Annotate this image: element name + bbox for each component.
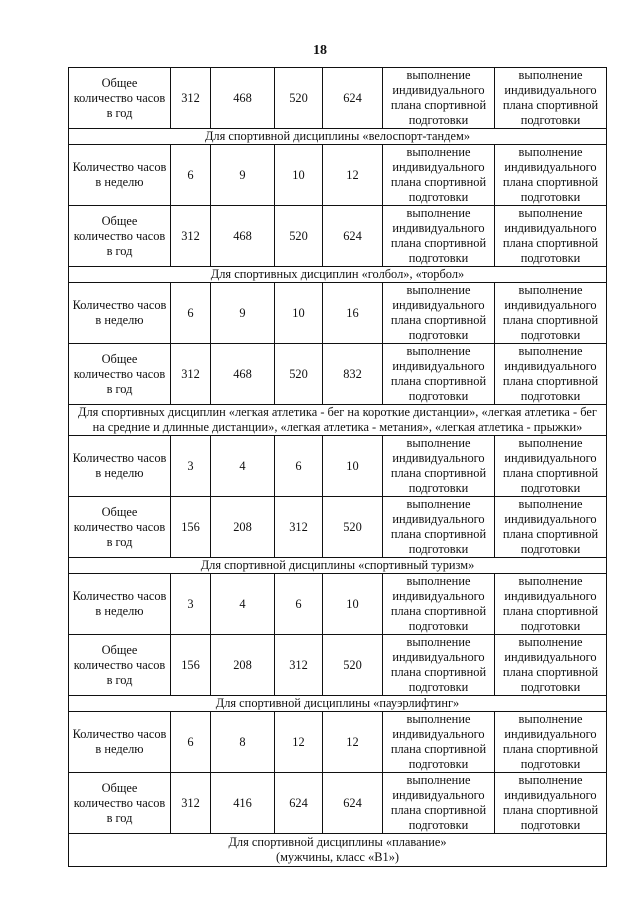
hours-value: 208 <box>211 635 275 696</box>
plan-execution-cell: выполнение индивидуального плана спортивной подготовки <box>383 206 495 267</box>
table-body <box>69 68 607 867</box>
plan-execution-cell: выполнение индивидуального плана спортивной подготовки <box>495 773 607 834</box>
row-label: Общее количество часов в год <box>69 497 171 558</box>
table-row <box>69 773 607 834</box>
section-heading-final <box>69 834 607 867</box>
hours-value: 156 <box>171 635 211 696</box>
table-row <box>69 574 607 635</box>
hours-value: 12 <box>323 712 383 773</box>
row-label: Количество часов в неделю <box>69 574 171 635</box>
hours-value: 520 <box>275 68 323 129</box>
hours-value: 10 <box>275 283 323 344</box>
hours-value: 16 <box>323 283 383 344</box>
table-row <box>69 712 607 773</box>
section-row <box>69 129 607 145</box>
row-label: Количество часов в неделю <box>69 436 171 497</box>
row-label: Общее количество часов в год <box>69 635 171 696</box>
row-label: Количество часов в неделю <box>69 712 171 773</box>
row-label: Общее количество часов в год <box>69 344 171 405</box>
row-label: Количество часов в неделю <box>69 145 171 206</box>
section-heading-line: (мужчины, класс «В1») <box>275 850 400 864</box>
plan-execution-cell: выполнение индивидуального плана спортивной подготовки <box>383 283 495 344</box>
hours-value: 520 <box>323 635 383 696</box>
section-heading: Для спортивной дисциплины «велоспорт-тандем» <box>69 129 607 145</box>
hours-value: 8 <box>211 712 275 773</box>
hours-value: 312 <box>275 635 323 696</box>
hours-value: 12 <box>275 712 323 773</box>
row-label: Количество часов в неделю <box>69 283 171 344</box>
section-row <box>69 267 607 283</box>
plan-execution-cell: выполнение индивидуального плана спортивной подготовки <box>383 574 495 635</box>
plan-execution-cell: выполнение индивидуального плана спортивной подготовки <box>383 712 495 773</box>
plan-execution-cell: выполнение индивидуального плана спортивной подготовки <box>383 68 495 129</box>
section-heading: Для спортивной дисциплины «пауэрлифтинг» <box>69 696 607 712</box>
plan-execution-cell: выполнение индивидуального плана спортивной подготовки <box>495 68 607 129</box>
hours-value: 624 <box>323 68 383 129</box>
hours-value: 312 <box>171 68 211 129</box>
training-hours-table <box>68 67 607 867</box>
hours-value: 312 <box>275 497 323 558</box>
table-row <box>69 283 607 344</box>
section-heading: Для спортивных дисциплин «голбол», «торбол» <box>69 267 607 283</box>
hours-value: 468 <box>211 68 275 129</box>
hours-value: 416 <box>211 773 275 834</box>
hours-value: 520 <box>275 344 323 405</box>
hours-value: 10 <box>323 574 383 635</box>
plan-execution-cell: выполнение индивидуального плана спортивной подготовки <box>495 574 607 635</box>
plan-execution-cell: выполнение индивидуального плана спортивной подготовки <box>495 635 607 696</box>
plan-execution-cell: выполнение индивидуального плана спортивной подготовки <box>495 206 607 267</box>
table-row <box>69 497 607 558</box>
section-row <box>69 405 607 436</box>
hours-value: 156 <box>171 497 211 558</box>
hours-value: 832 <box>323 344 383 405</box>
section-heading: Для спортивных дисциплин «легкая атлетика - бег на короткие дистанции», «легкая атлетика - бег на средние и длинные дистанции», «легкая атлетика - метания», «легкая атлетика - прыжки» <box>69 405 607 436</box>
hours-value: 624 <box>323 206 383 267</box>
row-label: Общее количество часов в год <box>69 206 171 267</box>
table-row <box>69 436 607 497</box>
hours-value: 312 <box>171 773 211 834</box>
table-row <box>69 145 607 206</box>
plan-execution-cell: выполнение индивидуального плана спортивной подготовки <box>383 145 495 206</box>
section-row <box>69 696 607 712</box>
hours-value: 312 <box>171 206 211 267</box>
plan-execution-cell: выполнение индивидуального плана спортивной подготовки <box>495 436 607 497</box>
hours-value: 208 <box>211 497 275 558</box>
plan-execution-cell: выполнение индивидуального плана спортивной подготовки <box>383 436 495 497</box>
section-row <box>69 834 607 867</box>
hours-value: 468 <box>211 344 275 405</box>
section-row <box>69 558 607 574</box>
plan-execution-cell: выполнение индивидуального плана спортивной подготовки <box>495 344 607 405</box>
hours-value: 6 <box>171 145 211 206</box>
hours-value: 312 <box>171 344 211 405</box>
row-label: Общее количество часов в год <box>69 773 171 834</box>
table-row <box>69 635 607 696</box>
table-row <box>69 68 607 129</box>
row-label: Общее количество часов в год <box>69 68 171 129</box>
hours-value: 10 <box>323 436 383 497</box>
hours-value: 3 <box>171 436 211 497</box>
hours-value: 3 <box>171 574 211 635</box>
hours-value: 6 <box>275 574 323 635</box>
hours-value: 520 <box>275 206 323 267</box>
table-row <box>69 206 607 267</box>
page-number: 18 <box>313 43 327 58</box>
table-row <box>69 344 607 405</box>
hours-value: 4 <box>211 436 275 497</box>
section-heading: Для спортивной дисциплины «спортивный туризм» <box>69 558 607 574</box>
plan-execution-cell: выполнение индивидуального плана спортивной подготовки <box>383 635 495 696</box>
plan-execution-cell: выполнение индивидуального плана спортивной подготовки <box>495 712 607 773</box>
hours-value: 10 <box>275 145 323 206</box>
hours-value: 9 <box>211 283 275 344</box>
hours-value: 468 <box>211 206 275 267</box>
hours-value: 6 <box>275 436 323 497</box>
hours-value: 624 <box>275 773 323 834</box>
plan-execution-cell: выполнение индивидуального плана спортивной подготовки <box>495 145 607 206</box>
plan-execution-cell: выполнение индивидуального плана спортивной подготовки <box>383 773 495 834</box>
section-heading-line: Для спортивной дисциплины «плавание» <box>228 835 447 849</box>
hours-value: 6 <box>171 283 211 344</box>
hours-value: 9 <box>211 145 275 206</box>
hours-value: 12 <box>323 145 383 206</box>
plan-execution-cell: выполнение индивидуального плана спортивной подготовки <box>383 497 495 558</box>
plan-execution-cell: выполнение индивидуального плана спортивной подготовки <box>495 283 607 344</box>
plan-execution-cell: выполнение индивидуального плана спортивной подготовки <box>495 497 607 558</box>
plan-execution-cell: выполнение индивидуального плана спортивной подготовки <box>383 344 495 405</box>
hours-value: 6 <box>171 712 211 773</box>
hours-value: 520 <box>323 497 383 558</box>
hours-value: 4 <box>211 574 275 635</box>
hours-value: 624 <box>323 773 383 834</box>
